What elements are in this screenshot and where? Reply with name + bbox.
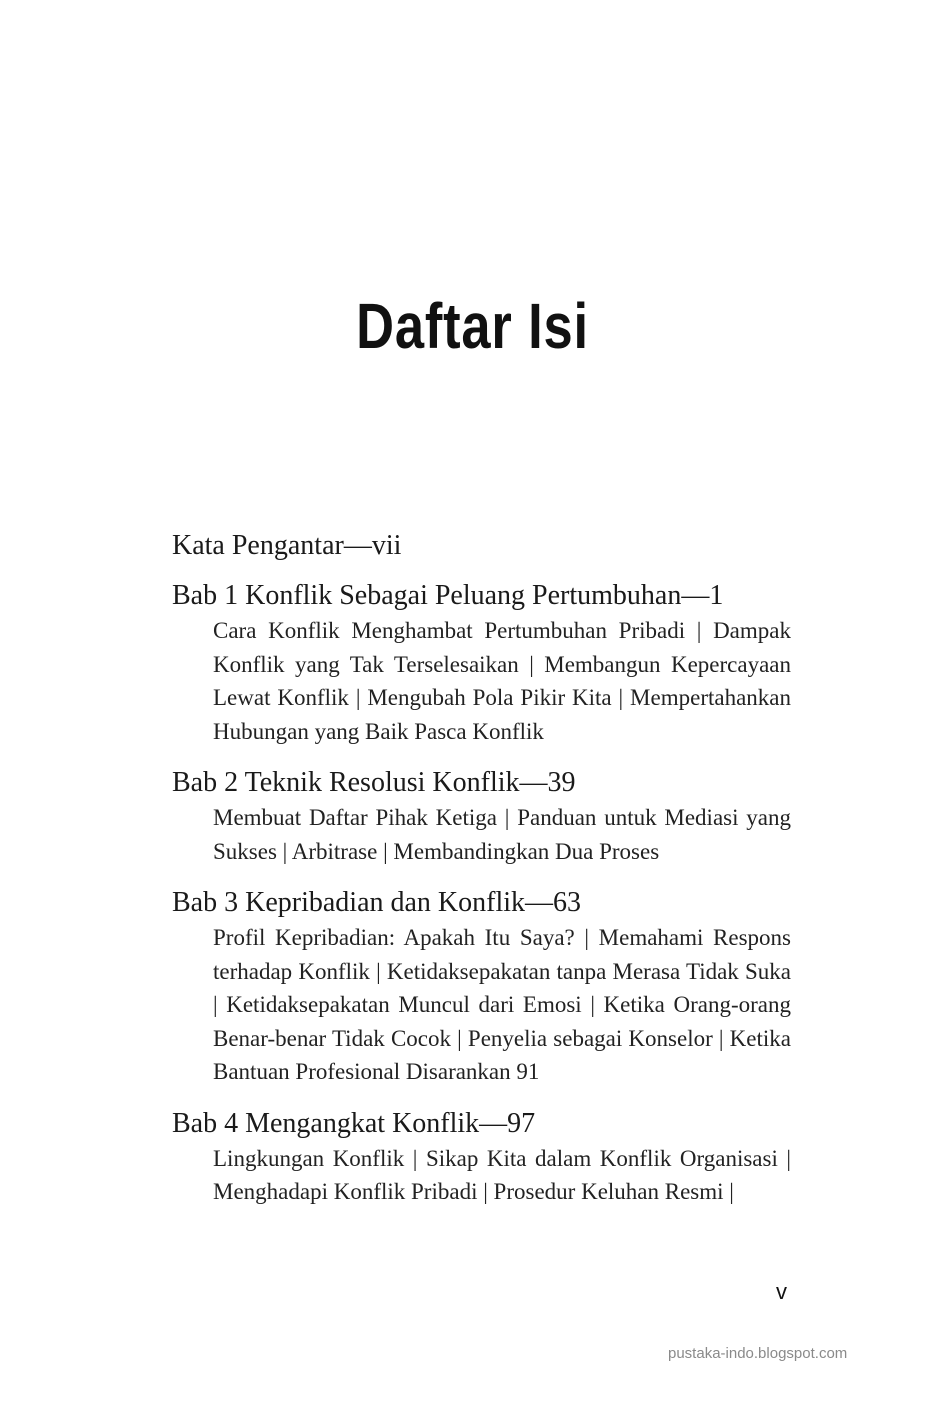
toc-heading: Bab 1 Konflik Sebagai Peluang Pertumbuhan—1 <box>172 580 724 611</box>
toc-subsections: Membuat Daftar Pihak Ketiga | Panduan untuk Mediasi yang Sukses | Arbitrase | Membandingkan Dua Proses <box>213 805 791 864</box>
toc-entry-bab-4 <box>172 1106 792 1209</box>
toc-entry-bab-1 <box>172 578 792 748</box>
page-title: Daftar Isi <box>356 290 589 362</box>
page-number: v <box>776 1279 787 1304</box>
toc-entry-bab-2 <box>172 765 792 868</box>
toc-heading: Bab 3 Kepribadian dan Konflik—63 <box>172 887 582 918</box>
toc-heading: Kata Pengantar—vii <box>172 530 402 561</box>
table-of-contents <box>172 528 792 1209</box>
toc-heading: Bab 4 Mengangkat Konflik—97 <box>172 1107 536 1139</box>
toc-subsections: Lingkungan Konflik | Sikap Kita dalam Konflik Organisasi | Menghadapi Konflik Pribadi | Prosedur Keluhan Resmi | <box>213 1145 791 1204</box>
toc-entry-bab-3 <box>172 885 792 1089</box>
toc-heading: Bab 2 Teknik Resolusi Konflik—39 <box>172 767 576 798</box>
watermark: pustaka-indo.blogspot.com <box>668 1345 848 1362</box>
toc-entry-kata-pengantar <box>172 528 792 564</box>
toc-subsections: Cara Konflik Menghambat Pertumbuhan Pribadi | Dampak Konflik yang Tak Terselesaikan | Membangun Kepercayaan Lewat Konflik | Mengubah Pola Pikir Kita | Mempertahankan Hubungan yang Baik Pasca Konflik <box>213 618 791 744</box>
toc-subsections: Profil Kepribadian: Apakah Itu Saya? | Memahami Respons terhadap Konflik | Ketidaksepakatan tanpa Merasa Tidak Suka | Ketidaksepakatan Muncul dari Emosi | Ketika Orang-orang Benar-benar Tidak Cocok | Penyelia sebagai Konselor | Ketika Bantuan Profesional Disarankan 91 <box>213 925 791 1084</box>
